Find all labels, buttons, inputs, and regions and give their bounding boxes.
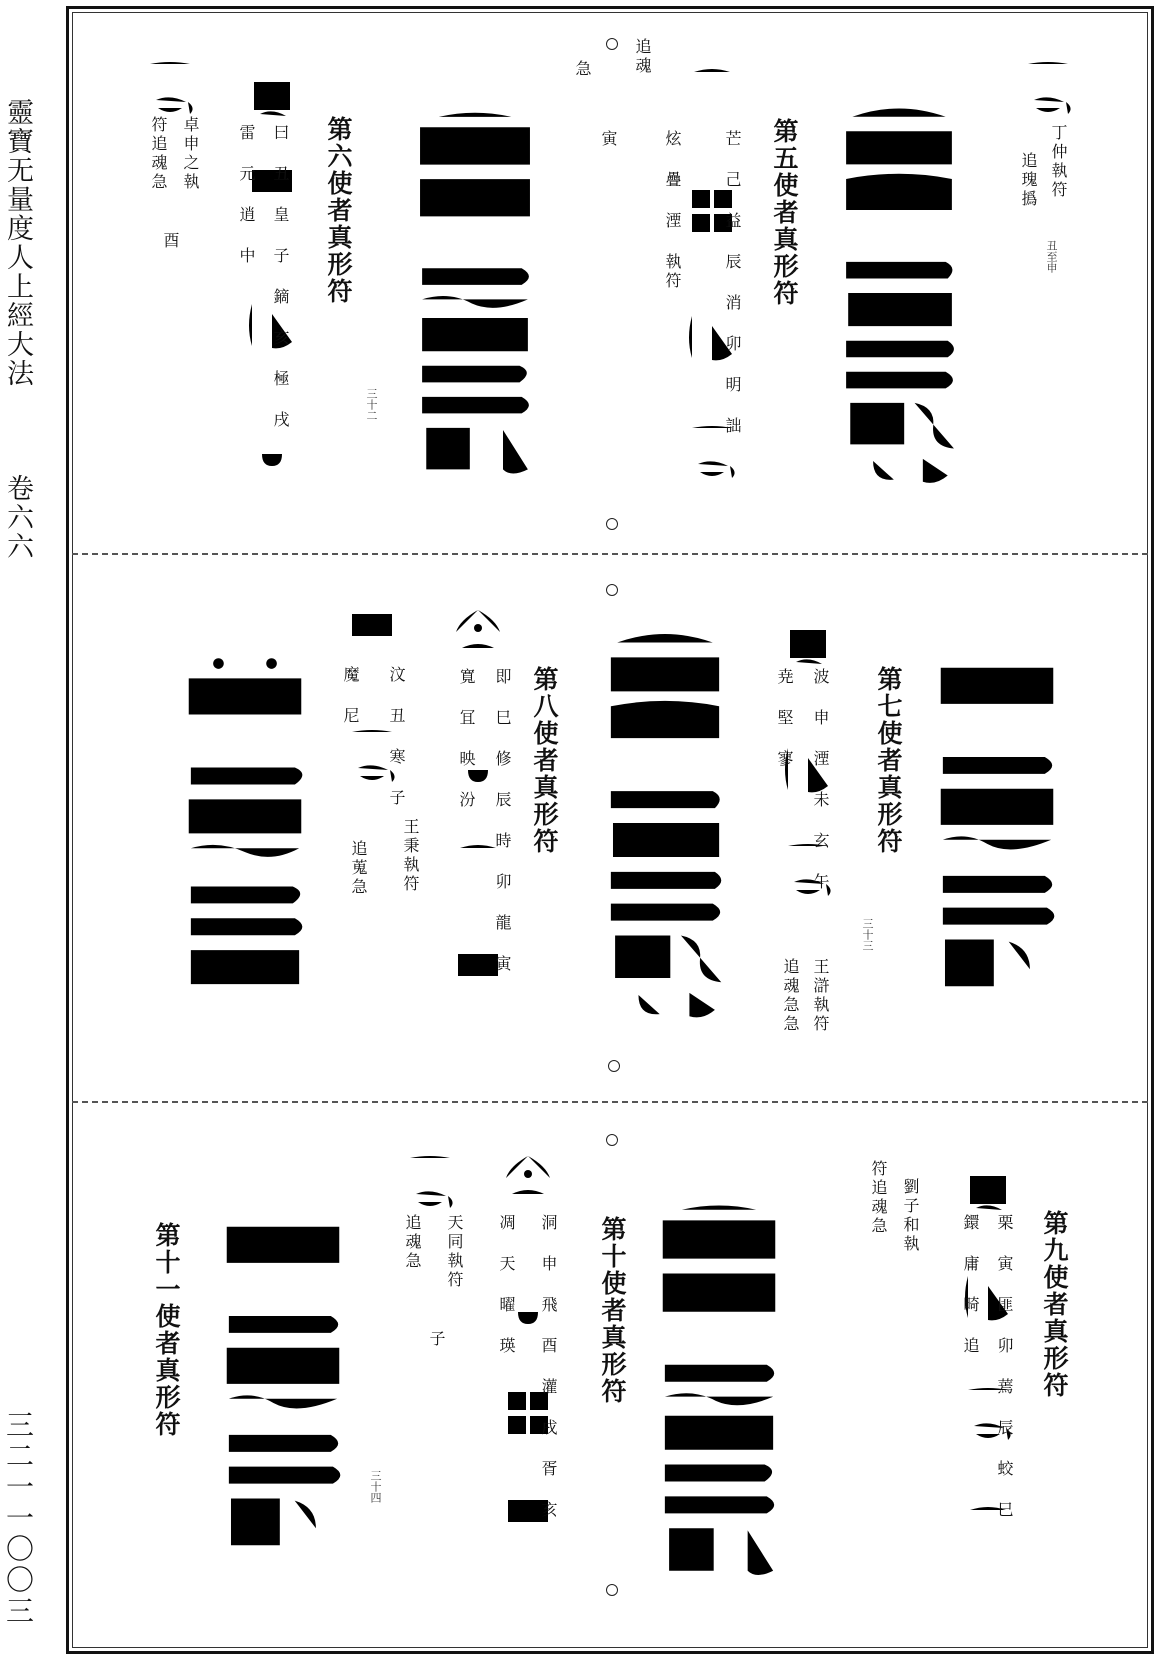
column-text: 卓申之執 <box>181 116 200 192</box>
volume-number: 卷六六 <box>2 474 33 561</box>
column-text: 汶 丑 寒 子 <box>387 666 406 808</box>
column-text: 王滸執符 <box>811 958 830 1034</box>
column-text: 即 巳 修 辰 時 卯 龍 寅 <box>493 668 512 974</box>
talisman-seal <box>650 1176 788 1596</box>
seal-glyph <box>400 1150 460 1214</box>
column-text: 追瑰撝 <box>1019 152 1038 209</box>
column-text: 追魂急 <box>403 1214 422 1271</box>
section-heading: 第七使者真形符 <box>874 666 903 855</box>
seal-glyph <box>1018 56 1078 120</box>
column-text: 符追魂急 <box>869 1160 888 1236</box>
column-note: 丑至申 <box>1045 240 1058 273</box>
book-title: 靈寶无量度人上經大法 <box>2 98 33 388</box>
page-number: 三二一一〇〇三 <box>2 1410 35 1627</box>
column-text: 寅 <box>599 130 618 149</box>
column-text: 追蒐急 <box>349 840 368 897</box>
column-text: 追魂急急 <box>781 958 800 1034</box>
seal-glyph <box>342 604 402 668</box>
column-text: 子 <box>427 1330 446 1349</box>
seal-glyph <box>958 1150 1018 1214</box>
column-text: 丁仲執符 <box>1049 124 1068 200</box>
section-heading: 第九使者真形符 <box>1040 1210 1069 1399</box>
column-text: 雷 元 逍 中 <box>237 124 256 266</box>
column-text: 波 申 湮 未 玄 午 <box>811 668 830 892</box>
column-text: 尭 堅 寥 <box>775 668 794 769</box>
talisman-seal <box>214 1176 352 1596</box>
column-text: 鐶 庸 畸 追 <box>961 1214 980 1356</box>
column-text: 酉 <box>161 232 180 251</box>
column-text: 符追魂急 <box>149 116 168 192</box>
panel-divider <box>72 1101 1148 1103</box>
column-text: 栗 寅 匪 卯 蔫 辰 蛟 巳 <box>995 1214 1014 1520</box>
circle-marker <box>606 1584 618 1596</box>
circle-marker <box>606 1134 618 1146</box>
leaf-number: 三十四 <box>369 1470 382 1503</box>
column-text: 凋 天 曜 瑛 <box>497 1214 516 1356</box>
seal-glyph <box>140 56 200 120</box>
leaf-number: 三十三 <box>861 918 874 951</box>
seal-glyph <box>778 604 838 668</box>
column-text: 芒 己 益 辰 消 卯 明 詘 <box>723 130 742 436</box>
column-text: 魔 尼 <box>341 666 360 726</box>
column-text: 追魂 <box>633 38 652 76</box>
seal-glyph <box>448 604 508 668</box>
circle-marker <box>608 1060 620 1072</box>
section-heading: 第五使者真形符 <box>770 118 799 307</box>
talisman-seal <box>830 96 968 490</box>
column-text: 天同執符 <box>445 1214 464 1290</box>
circle-marker <box>606 584 618 596</box>
talisman-seal <box>928 620 1066 1034</box>
section-heading: 第十使者真形符 <box>598 1216 627 1405</box>
column-text: 急 <box>573 60 592 79</box>
section-heading: 第十一使者真形符 <box>152 1222 181 1438</box>
seal-glyph <box>498 1150 558 1214</box>
circle-marker <box>606 38 618 50</box>
panel-divider <box>72 553 1148 555</box>
column-text: 炫 疊 湮 執符 <box>663 130 682 291</box>
talisman-seal <box>176 620 314 1034</box>
talisman-seal <box>406 92 544 486</box>
column-text: 寬 冝 映 汾 <box>457 668 476 810</box>
circle-marker <box>606 518 618 530</box>
column-text: 曰 丑 皇 子 鏑 亥 極 戌 <box>271 124 290 430</box>
section-heading: 第六使者真形符 <box>324 116 353 305</box>
seal-glyph <box>682 62 742 126</box>
seal-glyph <box>242 56 302 120</box>
leaf-number: 三十二 <box>365 388 378 421</box>
talisman-seal <box>596 616 734 1030</box>
column-text: 洞 申 飛 酉 灌 戌 胥 亥 <box>539 1214 558 1520</box>
column-text: 王秉執符 <box>401 818 420 894</box>
section-heading: 第八使者真形符 <box>530 666 559 855</box>
column-text: 劉子和執 <box>901 1178 920 1254</box>
